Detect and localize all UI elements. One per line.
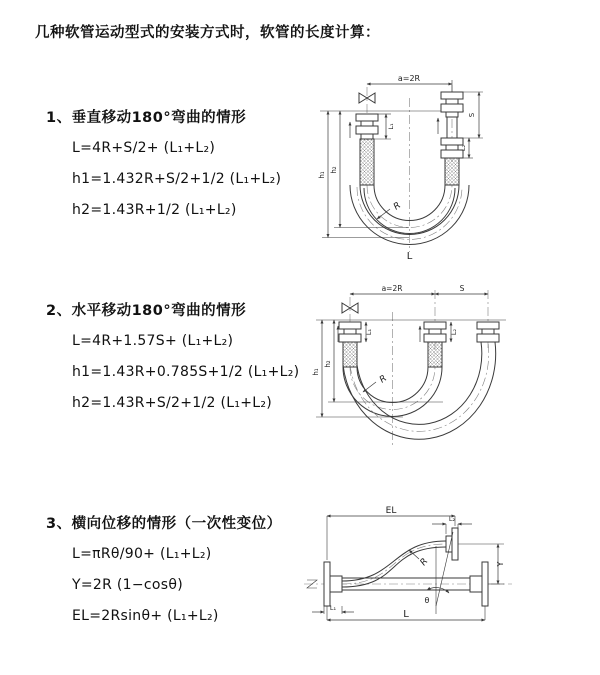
label-radius: R [377, 373, 389, 386]
middle-fitting [424, 322, 446, 367]
diagram-lateral-displacement [300, 502, 600, 652]
formula-line: Y=2R (1−cosθ) [72, 577, 183, 593]
section-lateral-displacement [46, 512, 282, 632]
section-heading: 1、垂直移动180°弯曲的情形 [46, 110, 247, 126]
page-title: 几种软管运动型式的安装方式时，软管的长度计算： [35, 25, 380, 41]
hose-bend [343, 342, 496, 439]
dimensions [312, 284, 488, 417]
dim-label-l: L [403, 609, 409, 620]
left-fitting [356, 114, 378, 185]
label-radius: R [418, 556, 431, 568]
s-curve-hose [342, 541, 446, 587]
left-flange [324, 562, 342, 606]
dim-label-l2: L₂ [448, 515, 456, 523]
dimensions [312, 506, 505, 620]
dim-label-h2: h₂ [324, 360, 332, 368]
dim-label-l2: L₂ [459, 144, 467, 152]
braided-hose [428, 342, 442, 367]
dim-label-a2r: a=2R [397, 74, 421, 83]
dim-label-l1: L₁ [329, 604, 337, 612]
dim-label-el: EL [385, 506, 397, 516]
left-fitting [339, 322, 361, 367]
dim-label-l2: L₂ [450, 328, 458, 336]
formula-line: h2=1.43R+1/2 (L₁+L₂) [72, 202, 237, 218]
braided-hose [343, 342, 357, 367]
dim-label-h1: h₁ [318, 171, 326, 179]
section-vertical-movement [46, 106, 281, 226]
braided-hose [445, 158, 459, 185]
dim-label-s: S [459, 284, 465, 293]
formula-line: h1=1.43R+0.785S+1/2 (L₁+L₂) [72, 364, 300, 380]
label-length: L [406, 251, 413, 262]
braided-hose [360, 139, 374, 185]
formula-line: L=4R+S/2+ (L₁+L₂) [72, 140, 216, 156]
diagram-horizontal-180-bend [308, 282, 598, 462]
dim-label-h1: h₁ [312, 368, 320, 376]
dim-label-a2r: a=2R [381, 284, 403, 293]
dim-label-y: Y [496, 561, 505, 567]
section-horizontal-movement [46, 299, 299, 419]
dim-label-l1: L₁ [387, 123, 395, 130]
centerlines [367, 85, 452, 252]
formula-line: L=4R+1.57S+ (L₁+L₂) [72, 333, 234, 349]
right-fitting [477, 322, 499, 342]
formula-line: h1=1.432R+S/2+1/2 (L₁+L₂) [72, 171, 282, 187]
label-theta: θ [424, 596, 430, 605]
diagram-vertical-180-bend [312, 70, 592, 265]
section-heading: 3、横向位移的情形（一次性变位） [46, 516, 282, 532]
dim-label-l1: L₁ [365, 328, 373, 336]
right-fitting-positions [441, 92, 463, 185]
label-radius: R [391, 200, 403, 213]
dim-label-s: S [468, 112, 476, 118]
formula-line: EL=2Rsinθ+ (L₁+L₂) [72, 608, 219, 624]
formula-line: h2=1.43R+S/2+1/2 (L₁+L₂) [72, 395, 273, 411]
formula-line: L=πRθ/90+ (L₁+L₂) [72, 546, 212, 562]
dim-label-h2: h₂ [330, 166, 338, 174]
section-heading: 2、水平移动180°弯曲的情形 [46, 303, 247, 319]
right-flange [470, 562, 488, 606]
